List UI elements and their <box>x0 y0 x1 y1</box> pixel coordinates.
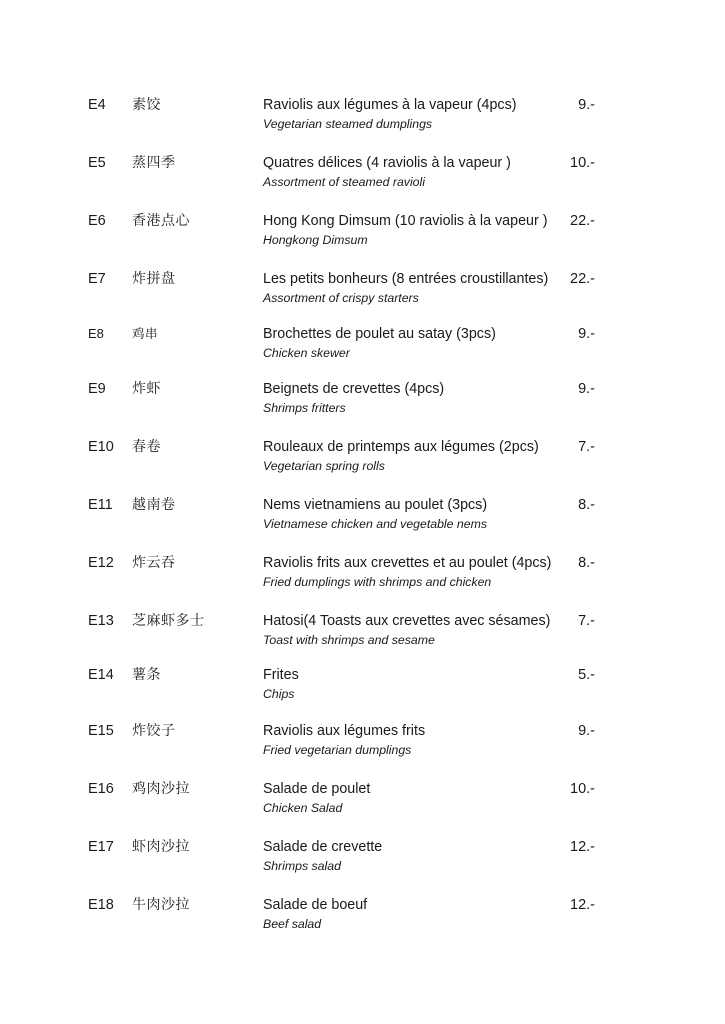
item-price: 22.- <box>570 271 595 287</box>
item-code: E13 <box>88 613 114 629</box>
item-price: 9.- <box>578 97 595 113</box>
menu-item <box>0 554 725 594</box>
item-english-name: Fried dumplings with shrimps and chicken <box>263 575 492 589</box>
item-price: 8.- <box>578 497 595 513</box>
item-price: 10.- <box>570 155 595 171</box>
item-french-name: Les petits bonheurs (8 entrées croustillantes) <box>263 271 549 287</box>
item-code: E10 <box>88 439 114 455</box>
menu-item <box>0 896 725 936</box>
item-english-name: Beef salad <box>263 917 322 931</box>
menu-item <box>0 270 725 310</box>
item-chinese-name: 香港点心 <box>132 213 190 229</box>
item-english-name: Chicken Salad <box>263 801 343 815</box>
item-english-name: Vegetarian spring rolls <box>263 459 385 473</box>
item-chinese-name: 春卷 <box>132 439 161 455</box>
menu-item <box>0 325 725 365</box>
item-code: E11 <box>88 497 113 513</box>
item-code: E15 <box>88 723 114 739</box>
item-code: E6 <box>88 213 106 229</box>
item-price: 9.- <box>578 381 595 397</box>
item-price: 7.- <box>578 613 595 629</box>
item-chinese-name: 鸡串 <box>132 326 159 341</box>
item-price: 12.- <box>570 897 595 913</box>
item-code: E4 <box>88 97 106 113</box>
item-code: E7 <box>88 271 106 287</box>
item-code: E14 <box>88 667 114 683</box>
item-french-name: Brochettes de poulet au satay (3pcs) <box>263 326 496 342</box>
item-french-name: Raviolis frits aux crevettes et au poulet (4pcs) <box>263 555 552 571</box>
item-french-name: Raviolis aux légumes à la vapeur (4pcs) <box>263 97 517 113</box>
item-price: 22.- <box>570 213 595 229</box>
item-french-name: Frites <box>263 667 299 683</box>
item-french-name: Rouleaux de printemps aux légumes (2pcs) <box>263 439 539 455</box>
item-chinese-name: 蒸四季 <box>132 155 176 171</box>
item-english-name: Fried vegetarian dumplings <box>263 743 412 757</box>
item-price: 9.- <box>578 723 595 739</box>
item-code: E5 <box>88 155 106 171</box>
menu-item <box>0 438 725 478</box>
item-code: E12 <box>88 555 114 571</box>
item-price: 5.- <box>578 667 595 683</box>
item-chinese-name: 芝麻虾多士 <box>132 613 205 629</box>
menu-item <box>0 666 725 706</box>
item-code: E17 <box>88 839 114 855</box>
item-code: E9 <box>88 381 106 397</box>
item-english-name: Assortment of steamed ravioli <box>263 175 425 189</box>
item-code: E16 <box>88 781 114 797</box>
item-price: 8.- <box>578 555 595 571</box>
item-english-name: Chicken skewer <box>263 346 350 360</box>
item-french-name: Raviolis aux légumes frits <box>263 723 426 739</box>
menu-item <box>0 722 725 762</box>
item-chinese-name: 越南卷 <box>132 497 176 513</box>
item-french-name: Salade de poulet <box>263 781 371 797</box>
item-chinese-name: 牛肉沙拉 <box>132 897 190 913</box>
item-code: E18 <box>88 897 114 913</box>
item-french-name: Nems vietnamiens au poulet (3pcs) <box>263 497 488 513</box>
item-english-name: Chips <box>263 687 295 701</box>
menu-item <box>0 496 725 536</box>
item-chinese-name: 炸云吞 <box>132 555 176 571</box>
menu-item <box>0 780 725 820</box>
item-chinese-name: 炸拼盘 <box>132 271 176 287</box>
item-chinese-name: 素饺 <box>132 97 161 113</box>
item-french-name: Hatosi(4 Toasts aux crevettes avec sésames) <box>263 613 551 629</box>
item-french-name: Salade de boeuf <box>263 897 368 913</box>
item-french-name: Beignets de crevettes (4pcs) <box>263 381 445 397</box>
item-chinese-name: 薯条 <box>132 667 161 683</box>
item-english-name: Vegetarian steamed dumplings <box>263 117 433 131</box>
item-english-name: Shrimps salad <box>263 859 341 873</box>
item-english-name: Assortment of crispy starters <box>263 291 419 305</box>
item-chinese-name: 炸虾 <box>132 381 161 397</box>
item-price: 10.- <box>570 781 595 797</box>
item-french-name: Hong Kong Dimsum (10 raviolis à la vapeur ) <box>263 213 548 229</box>
item-english-name: Hongkong Dimsum <box>263 233 368 247</box>
item-english-name: Vietnamese chicken and vegetable nems <box>263 517 487 531</box>
item-price: 9.- <box>578 326 595 342</box>
menu-item <box>0 96 725 136</box>
item-chinese-name: 炸饺子 <box>132 723 176 739</box>
item-english-name: Toast with shrimps and sesame <box>263 633 435 647</box>
item-code: E8 <box>88 326 104 341</box>
item-french-name: Salade de crevette <box>263 839 383 855</box>
item-chinese-name: 虾肉沙拉 <box>132 839 190 855</box>
menu-item <box>0 212 725 252</box>
menu-item <box>0 154 725 194</box>
item-price: 7.- <box>578 439 595 455</box>
menu-item <box>0 380 725 420</box>
item-price: 12.- <box>570 839 595 855</box>
item-english-name: Shrimps fritters <box>263 401 346 415</box>
menu-item <box>0 612 725 652</box>
menu-item <box>0 838 725 878</box>
item-chinese-name: 鸡肉沙拉 <box>132 781 190 797</box>
item-french-name: Quatres délices (4 raviolis à la vapeur ) <box>263 155 511 171</box>
